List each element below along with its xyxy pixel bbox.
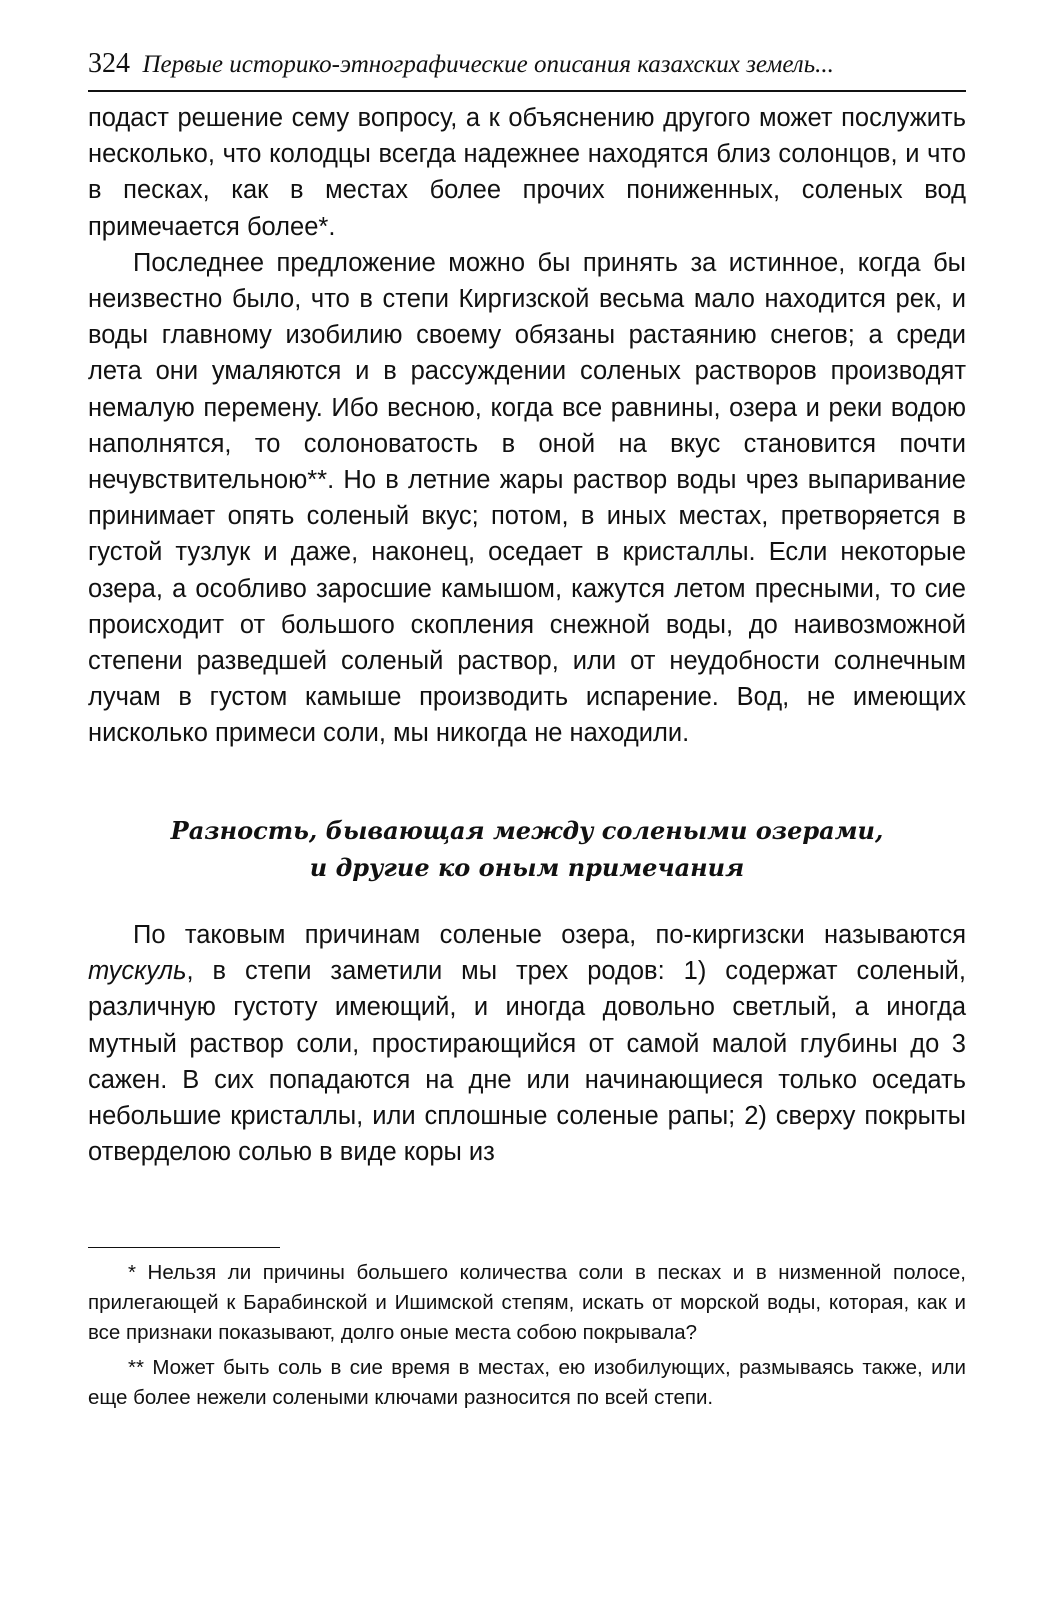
- running-header: [88, 42, 966, 87]
- header-rule: [88, 90, 966, 92]
- footnotes: [88, 1258, 966, 1413]
- main-text-upper: [88, 100, 966, 752]
- paragraph-text: По таковым причинам соленые озера, по-киргизски называются: [133, 921, 966, 949]
- footnote-rule: [88, 1247, 280, 1248]
- paragraph-text: , в степи заметили мы трех родов: 1) содержат соленый, различную густоту имеющий, и иногда довольно светлый, а иногда мутный раствор соли, простирающийся от самой малой глубины до 3 сажен. В сих попадаются на дне или начинающиеся только оседать небольшие кристаллы, или сплошные соленые рапы; 2) сверху покрыты отверделою солью в виде коры из: [88, 957, 966, 1167]
- paragraph: [88, 917, 966, 1170]
- section-heading: [88, 812, 966, 886]
- page-number: 324: [88, 48, 130, 79]
- paragraph: Последнее предложение можно бы принять за истинное, когда бы неизвестно было, что в степи Киргизской весьма мало находится рек, и воды главному изобилию своему обязаны растаянию снегов; а среди лета они умаляются и в рассуждении соленых растворов производят немалую перемену. Ибо весною, когда все равнины, озера и реки водою наполнятся, то солоноватость в оной на вкус становится почти нечувствительною**. Но в летние жары раствор воды чрез выпаривание принимает опять соленый вкус; потом, в иных местах, претворяется в густой тузлук и даже, наконец, оседает в кристаллы. Если некоторые озера, а особливо заросшие камышом, кажутся летом пресными, то сие происходит от большого скопления снежной воды, до наивозможной степени разведшей соленый раствор, или от неудобности солнечным лучам в густом камыше производить испарение. Вод, не имеющих нисколько примеси соли, мы никогда не находили.: [88, 248, 966, 748]
- main-text-lower: [88, 917, 966, 1170]
- paragraph: подаст решение сему вопросу, а к объяснению другого может послужить несколько, что колодцы всегда надежнее находятся близ солонцов, и что в песках, как в местах более прочих пониженных, соленых вод примечается более*.: [88, 104, 966, 241]
- running-title: Первые историко-этнографические описания казахских земель...: [142, 51, 834, 78]
- section-heading-line: и другие ко оным примечания: [309, 853, 745, 882]
- footnote: * Нельзя ли причины большего количества соли в песках и в низменной полосе, прилегающей к Барабинской и Ишимской степям, искать от морской воды, которая, как и все признаки показывают, долго оные места собою покрывала?: [88, 1261, 966, 1344]
- footnote: ** Может быть соль в сие время в местах, ею изобилующих, размываясь также, или еще более нежели солеными ключами разносится по всей степи.: [88, 1356, 966, 1410]
- section-heading-line: Разность, бывающая между солеными озерами,: [170, 816, 884, 845]
- italic-term: тускуль: [88, 957, 187, 986]
